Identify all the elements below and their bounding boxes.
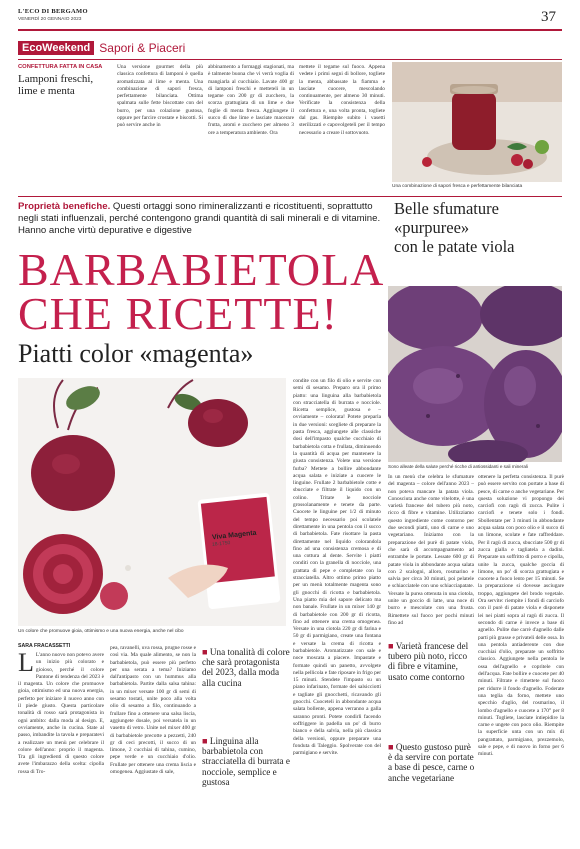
newspaper-name: L'ECO DI BERGAMO: [18, 8, 88, 15]
square-bullet-icon: ■: [202, 647, 208, 657]
square-bullet-icon: ■: [388, 742, 394, 752]
recipe-col-3: mettete il tegame sul fuoco. Appena vedete i primi segni di bollore, togliete la menta, abbassate la fiamma e lasciate cuocere, mescolando continuamente, per almeno 30 minuti. Verificate la consistenza della confettura e, una volta pronta, togliete dal gas. Riempite subito i vasetti sterilizzati e capovolgeteli per il tempo necessario a creare il sottovuoto.: [299, 64, 385, 136]
section-brand: EcoWeekend: [18, 41, 94, 55]
body-col-2: pea, ravanelli, uva rossa, prugne rosse e così via. Ma quale alimento, se non la barbabietola, può essere più perfetto per una serata a tema? Iniziamo dall'antipasto con un hummus alla barbabietola. Partite dalla salsa tahina: in un mixer versate 100 gr di semi di sesamo tostati, unite poco alla volta olio di sesamo a filo, continuando a frullare fino a ottenere una salsa liscia, aggiungete dosale, poi versatela in un vasetto di vetro. Unite nel mixer 400 gr di barbabietole precotte a pezzetti, 240 gr di ceci precotti, il succo di un limone, 2 cucchiai di tahina, cumino, pepe verde e un cucchiaio d'olio. Frullate per ottenere una crema liscia e omogenea. Aggiustate di sale,: [110, 645, 196, 776]
recipe-title: Lamponi freschi, lime e menta: [18, 73, 94, 97]
potato-photo: [388, 286, 562, 462]
recipe-rule: [18, 196, 562, 197]
beet-photo-caption: Un colore che promuove gioia, ottimismo e una nuova energia, anche nel cibo: [18, 629, 184, 634]
side-pull-quote-2: ■ Questo gustoso purè è da servire con portate a base di pesce, carne o anche vegetariane: [388, 742, 475, 783]
jam-photo-caption: Una combinazione di sapori fresca e perfettamente bilanciata: [392, 184, 523, 189]
pull-quote-1: ■ Una tonalità di colore che sarà protagonista del 2023, dalla moda alla cucina: [202, 647, 290, 688]
section-title: Sapori & Piaceri: [99, 41, 186, 55]
section-heading: [18, 40, 185, 56]
body-col-3: condite con un filo di olio e servite con semi di sesamo. Preparo ora il primo piatto: una linguina alla barbabietola con stracciatella di burrata e nocciole. Ricetta semplice, gustosa e – ovviamente – colorata! Potete preparla in due versioni: scegliete di preparare la pasta fresca, aggiungete alle classiche dosi dell'impasto qualche cucchiaio di barbabietola cotta e frullata, diminuendo la quantità di acqua per mantenere la giusta consistenza. Volete una versione furba? Mettete a bollire abbondante acqua salata e iniziate a cuocere le linguine. Frullate 2 barbabietole cotte e sbucciate e filtrate il liquido con un colino. Tritate le nocciole grossolanamente e tenete da parte. Cuocete le linguine per 1/2 di minuto del tempo necessario poi scolatele direttamente in una pentola con il succo di barbabietola. Fate risottare la pasta direttamente nel liquido colorandola fino ad una consistenza cremosa e di una cottura al dente. Servite i piatti conditi con la granella di nocciole, una grattata di pepe e completate con la stracciatella. Altro ottimo primo piatto per un menù totalmente magenta sono gli gnocchi di ricotta e barbabietola. Una piatto mia del sapore delicato ma non banale. Frullate in un mixer 140 gr di barbabietole con 200 gr di ricotta, fino ad ottenere una crema omogenea. Versate in una ciotola 220 gr di farina e 50 gr di parmigiano, create una fontana e versate la crema di ricotta e barbabietole. Aromatizzate con sale e noce moscata a piacere. Impastate e formate quindi un panetto, avvolgete nella pellicola e fate riposare in frigo per 15 minuti. Stendete l'impasto su un piano infarinato, formate dei salsicciotti e tagliate gli gnocchetti, ricavando gli gnocchi. Cuoceteli in abbondante acqua salata bollente, appena verranno a galla saranno pronti. Potete condirli facendo soffriggere in padella un po' di burro bianco e della salvia, nella più classica della versioni, oppure preparare una fonduta di Taleggio. Spolverate con del parmigiano e servite.: [293, 378, 381, 757]
square-bullet-icon: ■: [388, 641, 394, 651]
side-title: Belle sfumature «purpuree» con le patate viola: [394, 199, 515, 256]
main-title-2: CHE RICETTE!: [18, 288, 338, 339]
top-rule: [18, 29, 562, 31]
jam-photo: [392, 62, 562, 182]
section-rule: [18, 59, 562, 60]
intro-text: Proprietà benefiche. Questi ortaggi sono rimineralizzanti e ricostituenti, soprattutto negli stati influenzali, perché contengono grandi quantità di sali minerali e di vitamine. Hanno anche virtù depurative e digestive: [18, 201, 381, 236]
square-bullet-icon: ■: [202, 736, 208, 746]
pull-quote-2: ■ Linguina alla barbabietola con stracciatella di burrata e nocciole, semplice e gustosa: [202, 736, 290, 787]
recipe-kicker: CONFETTURA FATTA IN CASA: [18, 64, 103, 70]
potato-photo-caption: Sono alleate della salute perché ricche di antiossidanti e sali minerali: [388, 464, 528, 469]
side-col-1: In un menù che celebra le sfumature del magenta – colore dell'anno 2023 – non poteva mancare la patata viola. Conosciuta anche come vitelotte, è una varietà francese del tubero più noto, ricco di fibre e vitamine. Utilizziamo questo ingrediente come contorno per due secondi piatti, uno di carne e uno vegetariano. Iniziamo con la preparazione del purè di patate viola, che sarà di accompagnamento ad entrambe le portate. Lessate 600 gr di patate viola in abbondante acqua salata con 2 scalogni, alloro, rosmarino e salvia per circa 30 minuti, poi pelatele e schiacciatele con uno schiacciapatate. Versate la purea ottenuta in una ciotola, unite un goccio di latte, una noce di burro e mescolate con una frusta. Rimettete sul fuoco per pochi minuti fino ad: [388, 474, 474, 626]
side-pull-quote-1: ■ Varietà francese del tubero più noto, ricco di fibre e vitamine, usato come contorno: [388, 641, 469, 682]
main-title-1: BARBABIETOLA: [18, 244, 385, 295]
beet-photo: [18, 378, 286, 626]
swatch-name: Viva Magenta: [211, 529, 257, 542]
main-subtitle: Piatti color «magenta»: [18, 339, 254, 368]
issue-date: VENERDÌ 20 GENNAIO 2023: [18, 17, 82, 22]
page-number: 37: [541, 9, 556, 25]
side-col-2: ottenere la perfetta consistenza. Il purè può essere servito con portate a base di pesce, di carne o anche vegetariane. Per questa soluzione vi propongo dei carciofi con ragù di zucca. Pulite i carciofi e tenete solo i fondi. Sbollentate per 3 minuti in abbondante acqua salata con poco olio e il succo di un limone, scolate e fate raffreddare. Per il ragù di zucca, sbucciate 500 gr di zucca gialla e tagliatela a dadini. Preparate un soffritto di porro e cipolla, unite la zucca, qualche goccia di limone, un po' di scorza grattugiata e cuocete a fuoco lento per 15 minuti. Se la preparazione si dovesse asciugare troppo, aggiungete del brodo vegetale. Ora servite: riempite i fondi di carciofo con il purè di patate viola e disponete lei nei piatti sopra al ragù di zucca. Il secondo di carne è invece a base di agnello. Pulite due carrè d'agnello dalle parti più grasse e privateli delle ossa. In una pentola antiaderente con due cucchiai d'olio, preparate un soffritto classico. Aggiungete nella pentola le ossa dell'agnello e copritele con dell'acqua. Fate bollire e cuocete per 40 minuti. Filtrate e rimettete sul fuoco per ridurre il fondo d'agnello. Foderate una teglia da forno, mettete uno specchio d'aglio, del rosmarino, il lombo d'agnello e cuocete a 170° per 8 minuti. Togliete, lasciate intiepidire la carne e ungete con poco olio. Riempite la superficie unta con un mix di pangrattato, parmigiano, prezzemolo, sale e pepe, e di nuovo in forno per 6 minuti.: [478, 474, 564, 758]
recipe-col-1: Una versione gourmet della più classica confettura di lamponi è quella aromatizzata al lime e menta. Una combinazione di sapori fresca, perfettamente bilanciata. Ottima spalmata sulle fette biscottate con del burro, per una colazione gustosa, oppure per farcire crostate e biscotti. Si può servire anche in: [117, 64, 203, 129]
swatch-code: 18-1750: [211, 540, 231, 548]
author: SARA FRACASSETTI: [18, 643, 71, 649]
body-col-1: L L'anno nuovo non potevo avere un inizio più colorato e gioioso, perché il colore Pantone di tendenza del 2023 è il magenta. Un colore che promuove gioia, ottimismo ed una nuova energia, perfetto per iniziare il nuovo anno con il piede giusto. Questa particolare tonalità di rosso sarà protagonista in ogni ambito: dalla moda al design. E, ovviamente, anche in cucina. State al passo, imbandite la tavola e preparatevi a realizzare un menù per celebrare il colore dell'anno: proprio il magenta. Tra gli ingredienti di questo colore avete l'imbarazzo della scelta: cipolla rossa di Tro-: [18, 652, 104, 775]
recipe-col-2: abbinamento a formaggi stagionati, ma è talmente buona che vi verrà voglia di mangiarla al cucchiaio. Lavate 400 gr di lamponi freschi e metteteli in un tegame con 200 gr di zucchero, la scorza grattugiata di un lime e due foglie di menta fresca. Aggiungete il succo di due lime e lasciate macerare frutta, aromi e zucchero per almeno 3 ore a temperatura ambiente. Ora: [208, 64, 294, 136]
